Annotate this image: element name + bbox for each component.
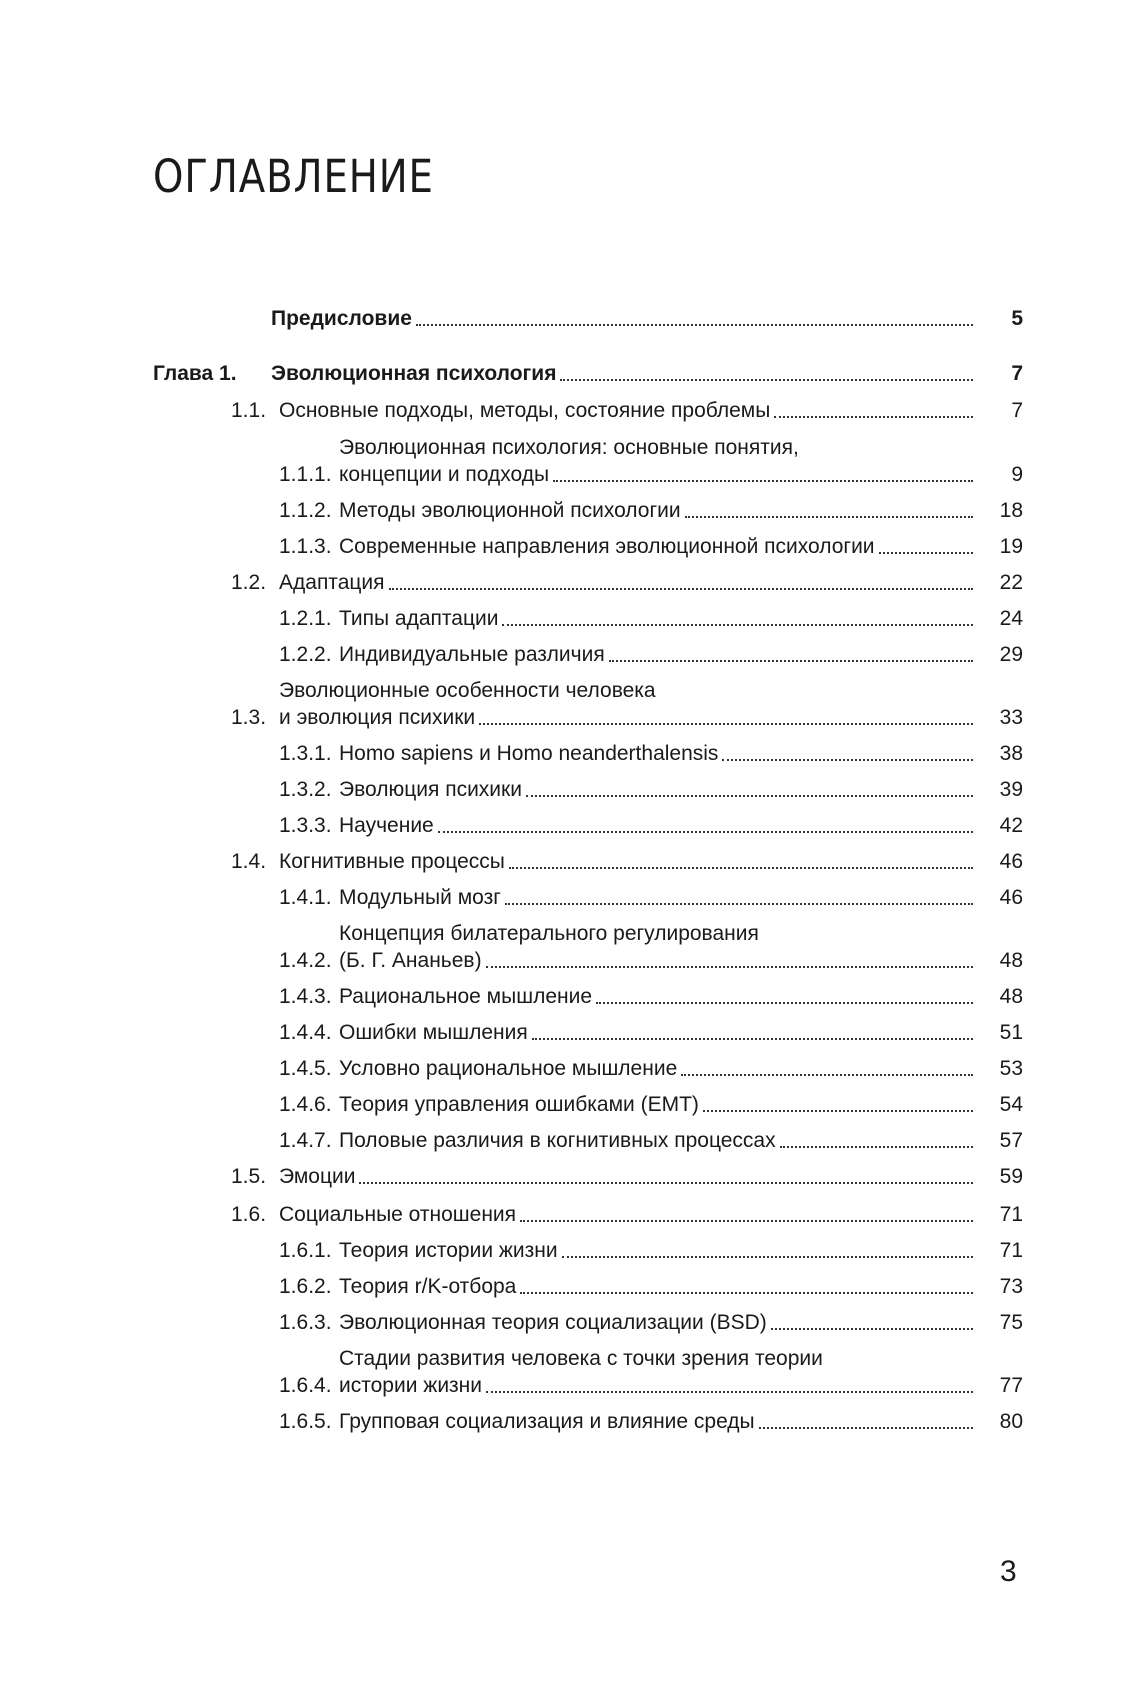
dot-leader [722,759,973,761]
toc-entry-title: Эволюционные особенности человека [279,679,656,702]
toc-entry-page: 5 [1011,307,1023,330]
toc-entry-page: 77 [999,1374,1023,1397]
toc-entry-title: Эволюционная теория социализации (BSD) [339,1311,767,1334]
toc-entry-page: 42 [999,814,1023,837]
toc-entry [153,305,1023,332]
toc-entry-page: 46 [999,850,1023,873]
toc-entry-page: 48 [999,985,1023,1008]
toc-entry [153,920,1023,974]
dot-leader [526,795,973,797]
toc-entry-title: Эволюция психики [339,778,522,801]
toc-entry [153,848,1023,875]
toc-entry-number: 1.6. [231,1203,267,1226]
dot-leader [685,516,973,518]
toc-entry-title: Когнитивные процессы [279,850,505,873]
toc-entry-page: 7 [1011,362,1023,385]
toc-entry-page: 18 [999,499,1023,522]
toc-entry-number: 1.3.2. [279,778,332,801]
toc-entry-title: Эволюционная психология [271,362,557,385]
toc-entry [153,740,1023,767]
toc-entry-number: Глава 1. [153,362,237,385]
toc-entry-page: 80 [999,1410,1023,1433]
dot-leader [505,903,973,905]
toc-entry-page: 75 [999,1311,1023,1334]
table-of-contents [153,305,1023,1435]
toc-entry-title: Современные направления эволюционной психологии [339,535,875,558]
toc-entry-title: концепции и подходы [339,463,550,486]
dot-leader [553,480,973,482]
toc-entry [153,812,1023,839]
toc-entry-title: Концепция билатерального регулирования [339,922,759,945]
toc-entry [153,533,1023,560]
toc-entry-page: 71 [999,1239,1023,1262]
toc-entry-page: 51 [999,1021,1023,1044]
toc-entry [153,983,1023,1010]
dot-leader [771,1328,973,1330]
toc-entry-title: Рациональное мышление [339,985,593,1008]
toc-entry-title: Эмоции [279,1165,356,1188]
page-number: 3 [1000,1555,1017,1588]
toc-entry-number: 1.3. [231,706,267,729]
toc-entry-title: Теория управления ошибками (EMT) [339,1093,699,1116]
toc-entry-number: 1.3.3. [279,814,332,837]
dot-leader [774,416,973,418]
toc-entry [153,1091,1023,1118]
dot-leader [486,966,973,968]
toc-entry-number: 1.6.5. [279,1410,332,1433]
toc-entry-number: 1.6.2. [279,1275,332,1298]
toc-entry-title: истории жизни [339,1374,483,1397]
toc-entry [153,497,1023,524]
toc-entry [153,360,1023,387]
toc-entry [153,1019,1023,1046]
toc-entry-page: 71 [999,1203,1023,1226]
toc-entry [153,605,1023,632]
toc-entry-number: 1.3.1. [279,742,332,765]
dot-leader [486,1391,973,1393]
toc-entry-page: 46 [999,886,1023,909]
toc-entry [153,884,1023,911]
toc-entry-title: (Б. Г. Ананьев) [339,949,482,972]
toc-entry [153,1237,1023,1264]
toc-entry [153,1127,1023,1154]
toc-entry-number: 1.1.3. [279,535,332,558]
toc-entry-page: 73 [999,1275,1023,1298]
dot-leader [562,1256,973,1258]
toc-entry-title: Условно рациональное мышление [339,1057,678,1080]
toc-entry-title: Типы адаптации [339,607,499,630]
toc-entry-number: 1.1.1. [279,463,332,486]
page-title: ОГЛАВЛЕНИЕ [153,150,434,203]
toc-entry-number: 1.4.6. [279,1093,332,1116]
toc-entry-number: 1.6.3. [279,1311,332,1334]
dot-leader [359,1182,973,1184]
dot-leader [479,723,973,725]
toc-entry-number: 1.2. [231,571,267,594]
toc-entry [153,434,1023,488]
toc-entry-number: 1.4.1. [279,886,332,909]
toc-entry-number: 1.6.4. [279,1374,332,1397]
toc-entry-page: 39 [999,778,1023,801]
dot-leader [532,1038,973,1040]
dot-leader [438,831,973,833]
toc-entry [153,1163,1023,1190]
toc-entry-page: 19 [999,535,1023,558]
toc-entry [153,1273,1023,1300]
toc-entry-number: 1.4. [231,850,267,873]
toc-entry-number: 1.2.1. [279,607,332,630]
toc-entry-number: 1.4.2. [279,949,332,972]
toc-entry-title: Теория истории жизни [339,1239,558,1262]
toc-entry-title: Групповая социализация и влияние среды [339,1410,755,1433]
dot-leader [596,1002,973,1004]
toc-entry-page: 7 [1011,399,1023,422]
toc-entry-number: 1.4.7. [279,1129,332,1152]
toc-entry-title: Адаптация [279,571,385,594]
dot-leader [416,324,973,326]
toc-entry [153,1309,1023,1336]
toc-entry-number: 1.1.2. [279,499,332,522]
toc-entry-title: Предисловие [271,307,412,330]
toc-entry-title: Ошибки мышления [339,1021,528,1044]
toc-entry-title: Методы эволюционной психологии [339,499,681,522]
toc-entry-page: 57 [999,1129,1023,1152]
toc-entry-title: Стадии развития человека с точки зрения теории [339,1347,823,1370]
toc-entry [153,1201,1023,1228]
toc-entry [153,677,1023,731]
toc-entry-number: 1.5. [231,1165,267,1188]
toc-entry-title: и эволюция психики [279,706,476,729]
toc-entry-page: 29 [999,643,1023,666]
toc-entry-number: 1.4.4. [279,1021,332,1044]
toc-entry-page: 24 [999,607,1023,630]
toc-entry-page: 59 [999,1165,1023,1188]
toc-entry [153,641,1023,668]
toc-entry-page: 54 [999,1093,1023,1116]
toc-entry-title: Индивидуальные различия [339,643,605,666]
toc-entry-page: 48 [999,949,1023,972]
toc-entry-title: Научение [339,814,434,837]
toc-entry-page: 9 [1011,463,1023,486]
toc-entry-page: 38 [999,742,1023,765]
toc-entry [153,1345,1023,1399]
toc-entry-number: 1.4.3. [279,985,332,1008]
toc-entry [153,776,1023,803]
toc-entry-number: 1.4.5. [279,1057,332,1080]
toc-entry [153,1408,1023,1435]
toc-entry-title: Эволюционная психология: основные понятия, [339,436,799,459]
toc-entry-number: 1.1. [231,399,267,422]
toc-entry [153,569,1023,596]
dot-leader [502,624,973,626]
toc-entry-page: 53 [999,1057,1023,1080]
toc-entry-title: Половые различия в когнитивных процессах [339,1129,776,1152]
dot-leader [681,1074,973,1076]
dot-leader [560,379,973,381]
toc-entry-title: Homo sapiens и Homo neanderthalensis [339,742,719,765]
dot-leader [879,552,973,554]
dot-leader [509,867,973,869]
dot-leader [759,1427,973,1429]
toc-entry-title: Модульный мозг [339,886,501,909]
toc-entry-title: Социальные отношения [279,1203,517,1226]
toc-entry-title: Основные подходы, методы, состояние проблемы [279,399,771,422]
dot-leader [703,1110,973,1112]
dot-leader [609,660,973,662]
toc-entry-title: Теория r/K-отбора [339,1275,517,1298]
dot-leader [520,1220,973,1222]
dot-leader [389,588,973,590]
toc-entry-number: 1.2.2. [279,643,332,666]
toc-entry [153,397,1023,424]
toc-entry-page: 33 [999,706,1023,729]
toc-entry-number: 1.6.1. [279,1239,332,1262]
toc-entry-page: 22 [999,571,1023,594]
dot-leader [780,1146,973,1148]
dot-leader [520,1292,973,1294]
toc-entry [153,1055,1023,1082]
